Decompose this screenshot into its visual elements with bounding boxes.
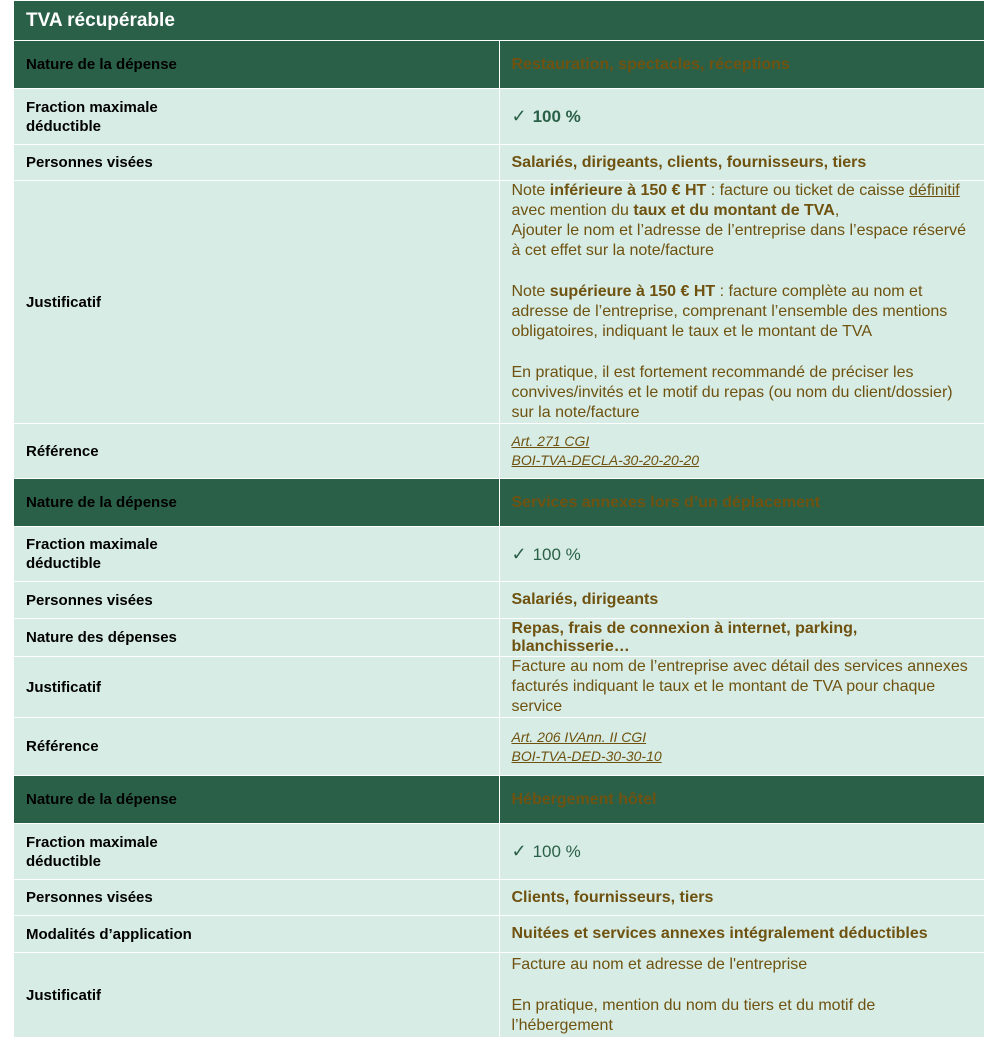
reference-row	[14, 424, 985, 479]
spacer	[512, 342, 973, 363]
justificatif-label: Justificatif	[14, 181, 500, 424]
fraction-label-line1: Fraction maximale	[26, 833, 158, 851]
personnes-label: Personnes visées	[14, 880, 500, 916]
justificatif-row	[14, 953, 985, 1038]
personnes-label: Personnes visées	[14, 582, 500, 619]
personnes-value: Salariés, dirigeants, clients, fournisseurs, tiers	[499, 145, 985, 181]
fraction-label-line1: Fraction maximale	[26, 536, 158, 553]
justificatif-row	[14, 657, 985, 718]
justificatif-para-1	[512, 181, 973, 221]
text: avec mention du	[511, 202, 634, 219]
table-title-row	[14, 1, 985, 41]
nature-value: Services annexes lors d’un déplacement	[499, 479, 985, 527]
personnes-row	[14, 582, 985, 619]
section-header-hebergement	[14, 776, 985, 824]
bold-text: taux et du montant de TVA	[633, 202, 835, 219]
nature-label: Nature de la dépense	[14, 776, 500, 824]
fraction-value	[499, 824, 985, 880]
reference-label: Référence	[14, 718, 500, 776]
justificatif-label: Justificatif	[14, 657, 500, 718]
reference-value	[499, 424, 985, 479]
fraction-label	[14, 89, 500, 145]
modalites-row	[14, 916, 985, 953]
check-icon: ✓	[511, 841, 527, 861]
reference-link[interactable]: Art. 206 IVAnn. II CGI	[511, 728, 647, 745]
modalites-value: Nuitées et services annexes intégralement déductibles	[499, 916, 985, 953]
reference-label: Référence	[14, 424, 500, 479]
nature-value: Restauration, spectacles, réceptions	[499, 41, 985, 89]
justificatif-value	[499, 953, 985, 1038]
fraction-percent: 100 %	[532, 107, 581, 126]
reference-value	[499, 718, 985, 776]
bold-text: supérieure à 150 € HT	[549, 283, 716, 300]
justificatif-para-2	[512, 282, 973, 342]
nature-value: Hébergement hôtel	[499, 776, 985, 824]
section-header-restauration	[14, 41, 985, 89]
reference-row	[14, 718, 985, 776]
text: : facture complète au nom et adresse de l’entreprise, comprenant l’ensemble des mentions obligatoires, indiquant le taux et le montant de TVA	[511, 283, 948, 340]
table-title: TVA récupérable	[14, 1, 985, 41]
text: Note	[511, 283, 550, 300]
fraction-label-line2: déductible	[26, 555, 102, 572]
fraction-label-line1: Fraction maximale	[26, 98, 158, 116]
justificatif-para-1: Facture au nom et adresse de l'entreprise	[511, 955, 808, 973]
modalites-label: Modalités d’application	[14, 916, 500, 953]
check-icon: ✓	[511, 543, 527, 564]
justificatif-para-2: En pratique, mention du nom du tiers et du motif de l’hébergement	[511, 996, 876, 1034]
fraction-label	[14, 527, 500, 582]
justificatif-para-1b: Ajouter le nom et l’adresse de l’entreprise dans l’espace réservé à cet effet sur la note/facture	[511, 222, 966, 259]
check-icon: ✓	[511, 106, 527, 126]
section-header-services-annexes	[14, 479, 985, 527]
nature-depenses-row	[14, 619, 985, 657]
justificatif-para-3: En pratique, il est fortement recommandé de préciser les convives/invités et le motif du repas (ou nom du client/dossier) sur la note/facture	[511, 364, 953, 421]
nature-label: Nature de la dépense	[14, 41, 500, 89]
fraction-label	[14, 824, 500, 880]
text: ,	[834, 202, 840, 219]
text: : facture ou ticket de caisse	[706, 182, 910, 199]
tva-table-container	[13, 0, 985, 1038]
nature-depenses-value: Repas, frais de connexion à internet, parking, blanchisserie…	[499, 619, 985, 657]
fraction-label-line2: déductible	[26, 852, 102, 870]
tva-table	[13, 0, 985, 1038]
nature-label: Nature de la dépense	[14, 479, 500, 527]
fraction-row	[14, 824, 985, 880]
nature-depenses-label: Nature des dépenses	[14, 619, 500, 657]
fraction-percent: 100 %	[532, 842, 581, 861]
personnes-row	[14, 880, 985, 916]
fraction-percent: 100 %	[532, 544, 581, 564]
underlined-text: définitif	[909, 182, 960, 199]
justificatif-value: Facture au nom de l’entreprise avec détail des services annexes facturés indiquant le taux et le montant de TVA pour chaque service	[499, 657, 985, 718]
fraction-label-line2: déductible	[26, 117, 102, 135]
justificatif-row	[14, 181, 985, 424]
fraction-value	[499, 89, 985, 145]
fraction-value	[499, 527, 985, 582]
text: Note	[511, 182, 550, 199]
reference-link[interactable]: BOI-TVA-DED-30-30-10	[511, 747, 662, 764]
bold-text: inférieure à 150 € HT	[549, 182, 707, 199]
personnes-row	[14, 145, 985, 181]
justificatif-label: Justificatif	[14, 953, 500, 1038]
justificatif-value	[499, 181, 985, 424]
fraction-row	[14, 89, 985, 145]
personnes-value: Salariés, dirigeants	[499, 582, 985, 619]
fraction-row	[14, 527, 985, 582]
personnes-label: Personnes visées	[14, 145, 500, 181]
spacer	[512, 975, 973, 996]
spacer	[512, 261, 973, 282]
reference-link[interactable]: Art. 271 CGI	[511, 433, 590, 449]
reference-link[interactable]: BOI-TVA-DECLA-30-20-20-20	[511, 452, 700, 468]
personnes-value: Clients, fournisseurs, tiers	[499, 880, 985, 916]
